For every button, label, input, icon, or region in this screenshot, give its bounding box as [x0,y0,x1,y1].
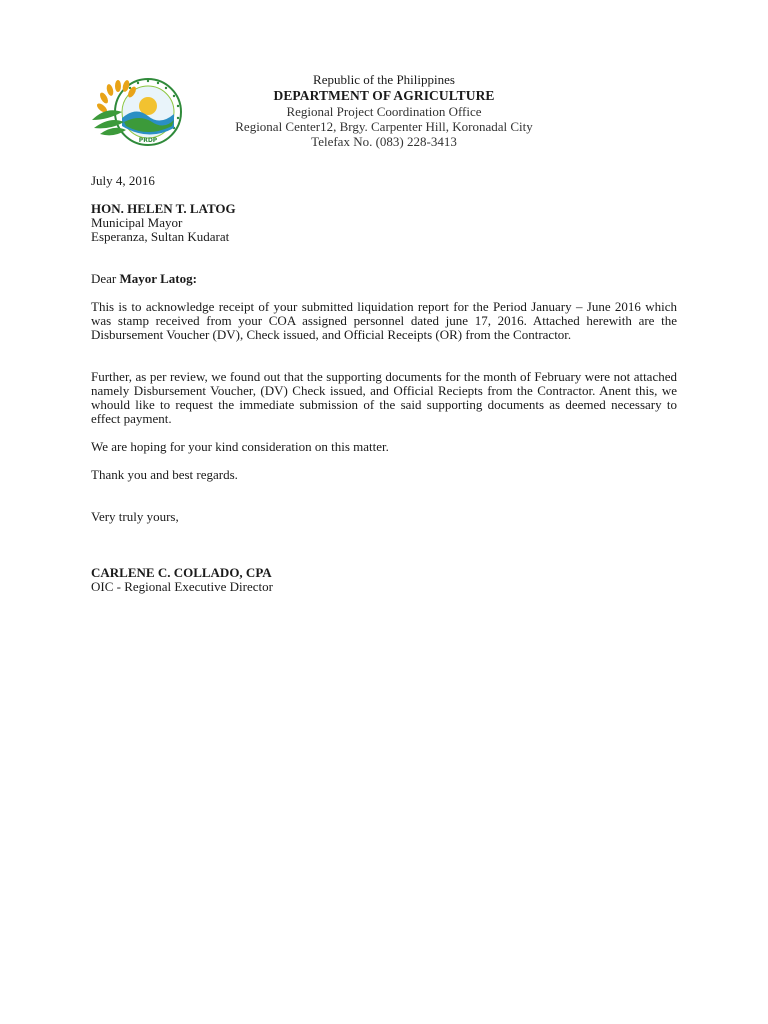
letter-date: July 4, 2016 [91,173,155,188]
paragraph-thanks: Thank you and best regards. [91,467,238,482]
paragraph-acknowledgement: This is to acknowledge receipt of your submitted liquidation report for the Period January – June 2016 which was stamp received from your COA assigned personnel dated june 17, 2016. Attached herewith are the Disbursement Voucher (DV), Check issued, and Official Receipts (OR) from the Contractor. [91,299,677,342]
recipient-name: HON. HELEN T. LATOG [91,201,236,216]
salutation [91,272,677,286]
signatory-name: CARLENE C. COLLADO, CPA [91,565,272,580]
paragraph-consideration: We are hoping for your kind consideration on this matter. [91,439,389,454]
telefax-line: Telefax No. (083) 228-3413 [311,134,457,149]
recipient-address: Esperanza, Sultan Kudarat [91,229,230,244]
office-name: Regional Project Coordination Office [286,104,482,119]
signature-block [91,566,677,594]
recipient-block [91,202,677,244]
department-name: DEPARTMENT OF AGRICULTURE [273,88,495,103]
republic-line: Republic of the Philippines [313,72,455,87]
paragraph-request: Further, as per review, we found out that the supporting documents for the month of February were not attached namely Disbursement Voucher, (DV) Check issued, and Official Reciepts from the Contractor. Anent this, we whould like to request the immediate submission of the said supporting documents as deemed necessary to effect payment. [91,369,677,426]
salutation-name: Mayor Latog: [119,271,197,286]
office-address: Regional Center12, Brgy. Carpenter Hill, Koronadal City [235,119,533,134]
signatory-title: OIC - Regional Executive Director [91,579,273,594]
svg-text:PRDP: PRDP [138,137,158,144]
salutation-prefix: Dear [91,271,120,286]
closing: Very truly yours, [91,509,179,524]
letterhead [170,72,598,149]
recipient-title: Municipal Mayor [91,215,183,230]
